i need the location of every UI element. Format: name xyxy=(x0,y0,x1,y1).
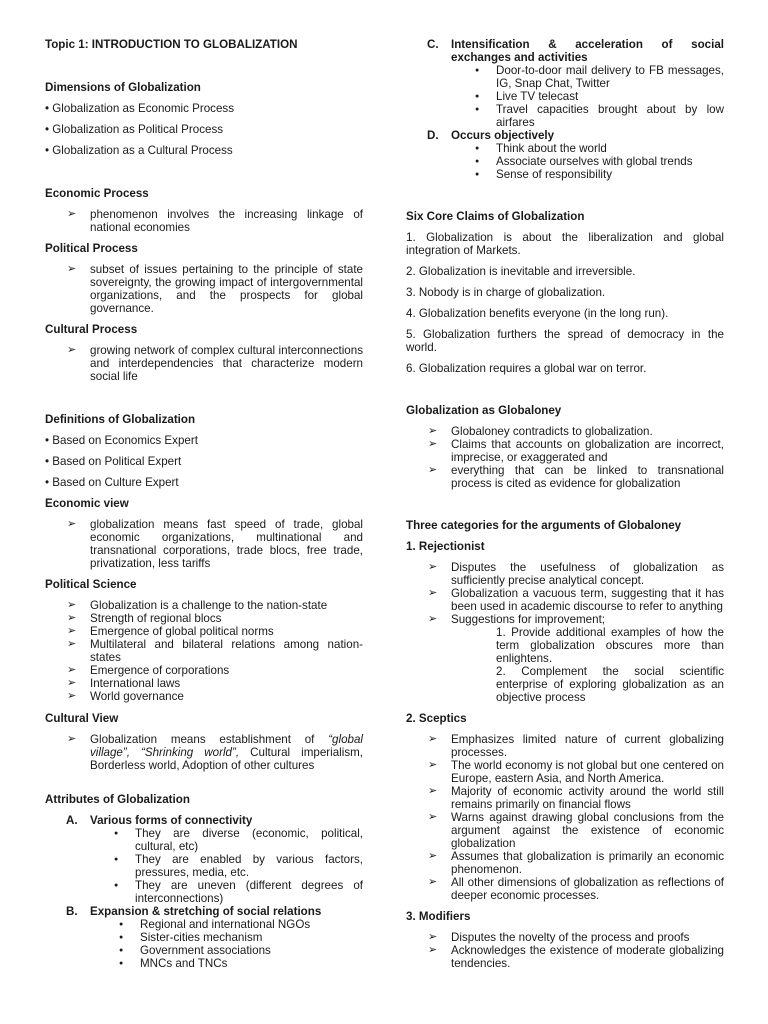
rejectionist-sub-item xyxy=(496,665,724,704)
attribute-a-label: A. xyxy=(66,814,78,827)
attribute-b-title: Expansion & stretching of social relations xyxy=(90,905,322,918)
political-process-heading: Political Process xyxy=(45,242,138,255)
attribute-b-list xyxy=(140,918,363,970)
core-claim-item: 6. Globalization requires a global war on terror. xyxy=(406,362,647,375)
cultural-view-text: Globalization means establishment of xyxy=(90,733,329,746)
list-item: ➢ Disputes the novelty of the process and proofs xyxy=(451,931,724,944)
list-item: ● Think about the world xyxy=(496,142,724,155)
attribute-d-list xyxy=(496,142,724,181)
list-item: ● Sister-cities mechanism xyxy=(140,931,363,944)
dimension-item: • Globalization as Political Process xyxy=(45,123,224,136)
attribute-b-label: B. xyxy=(66,905,78,918)
list-item: ➢ Acknowledges the existence of moderate globalizing tendencies. xyxy=(451,944,724,970)
attributes-heading: Attributes of Globalization xyxy=(45,793,190,806)
list-item: ➢ World governance xyxy=(90,690,363,703)
core-claims-heading: Six Core Claims of Globalization xyxy=(406,210,585,223)
list-item: ➢ Disputes the usefulness of globalization as sufficiently precise analytical concept. xyxy=(451,561,724,587)
list-item: ➢ subset of issues pertaining to the principle of state sovereignty, the growing impact of intergovernmental organizations, and the prospects for global governance. xyxy=(90,263,363,315)
list-item: ➢ globalization means fast speed of trade, global economic organizations, multinational and transnational corporations, trade blocs, free trade, privatization, less tariffs xyxy=(90,518,363,570)
sceptics-heading: 2. Sceptics xyxy=(406,712,467,725)
cultural-view-heading: Cultural View xyxy=(45,712,119,725)
list-item: ➢ International laws xyxy=(90,677,363,690)
attribute-c-title: Intensification & acceleration of social exchanges and activities xyxy=(451,38,724,64)
attribute-b xyxy=(45,905,363,918)
left-column xyxy=(45,0,363,970)
core-claim-item: 1. Globalization is about the liberalization and global integration of Markets. xyxy=(406,231,724,257)
list-item: ➢ Assumes that globalization is primarily an economic phenomenon. xyxy=(451,850,724,876)
list-item: ➢ Multilateral and bilateral relations among nation-states xyxy=(90,638,363,664)
list-item: ➢ The world economy is not global but one centered on Europe, eastern Asia, and North America. xyxy=(451,759,724,785)
cultural-process-list xyxy=(90,344,363,383)
dimension-item: • Globalization as Economic Process xyxy=(45,102,234,115)
list-item: ➢ everything that can be linked to transnational process is cited as evidence for globalization xyxy=(451,464,724,490)
list-item: ➢ Globaloney contradicts to globalization. xyxy=(451,425,724,438)
list-item: ➢ Claims that accounts on globalization are incorrect, imprecise, or exaggerated and xyxy=(451,438,724,464)
list-item xyxy=(90,733,363,772)
list-item: ● Door-to-door mail delivery to FB messages, IG, Snap Chat, Twitter xyxy=(496,64,724,90)
attribute-a-title: Various forms of connectivity xyxy=(90,814,253,827)
list-item: ● Live TV telecast xyxy=(496,90,724,103)
list-item: ➢ Emergence of global political norms xyxy=(90,625,363,638)
list-item: ● Government associations xyxy=(140,944,363,957)
rejectionist-heading: 1. Rejectionist xyxy=(406,540,485,553)
cultural-process-heading: Cultural Process xyxy=(45,323,138,336)
attribute-d-title: Occurs objectively xyxy=(451,129,555,142)
rejectionist-sub-1: 1. Provide additional examples of how the term globalization obscures more than enlightens. xyxy=(496,626,724,665)
globaloney-heading: Globalization as Globaloney xyxy=(406,404,562,417)
attribute-c-list xyxy=(496,64,724,129)
list-item: ➢ phenomenon involves the increasing linkage of national economies xyxy=(90,208,363,234)
three-categories-heading: Three categories for the arguments of Globaloney xyxy=(406,519,682,532)
rejectionist-sub-item xyxy=(496,626,724,665)
list-item: ➢ Strength of regional blocs xyxy=(90,612,363,625)
attribute-c-label: C. xyxy=(427,38,439,51)
political-science-list xyxy=(90,599,363,703)
core-claim-item: 4. Globalization benefits everyone (in the long run). xyxy=(406,307,669,320)
attribute-c xyxy=(406,38,724,64)
list-item: ● MNCs and TNCs xyxy=(140,957,363,970)
list-item: ● Associate ourselves with global trends xyxy=(496,155,724,168)
list-item: ➢ Majority of economic activity around the world still remains primarily on financial flows xyxy=(451,785,724,811)
list-item: ➢ Emphasizes limited nature of current globalizing processes. xyxy=(451,733,724,759)
list-item: ● They are diverse (economic, political, cultural, etc) xyxy=(135,827,363,853)
core-claim-item: 2. Globalization is inevitable and irreversible. xyxy=(406,265,636,278)
list-item: ➢ Emergence of corporations xyxy=(90,664,363,677)
rejectionist-list xyxy=(451,561,724,626)
list-item: ● They are enabled by various factors, pressures, media, etc. xyxy=(135,853,363,879)
list-item: ➢ Globalization is a challenge to the nation-state xyxy=(90,599,363,612)
economic-process-heading: Economic Process xyxy=(45,187,149,200)
list-item: ● Regional and international NGOs xyxy=(140,918,363,931)
list-item: ● Sense of responsibility xyxy=(496,168,724,181)
list-item: ➢ Warns against drawing global conclusions from the argument against the existence of economic globalization xyxy=(451,811,724,850)
definition-item: • Based on Culture Expert xyxy=(45,476,179,489)
definition-item: • Based on Political Expert xyxy=(45,455,182,468)
list-item: ● They are uneven (different degrees of interconnections) xyxy=(135,879,363,905)
definition-item: • Based on Economics Expert xyxy=(45,434,198,447)
core-claim-item: 5. Globalization furthers the spread of democracy in the world. xyxy=(406,328,724,354)
attribute-d xyxy=(406,129,724,142)
political-science-heading: Political Science xyxy=(45,578,137,591)
topic-title: Topic 1: INTRODUCTION TO GLOBALIZATION xyxy=(45,38,298,51)
economic-view-heading: Economic view xyxy=(45,497,129,510)
cultural-view-list xyxy=(90,733,363,772)
modifiers-list xyxy=(451,931,724,970)
attribute-a-list xyxy=(135,827,363,905)
sceptics-list xyxy=(451,733,724,902)
cultural-view-quote: “global village”, “Shrinking world”, xyxy=(90,733,363,759)
list-item: ➢ growing network of complex cultural interconnections and interdependencies that characterize modern social life xyxy=(90,344,363,383)
dimensions-heading: Dimensions of Globalization xyxy=(45,81,201,94)
list-item: ➢ Suggestions for improvement; xyxy=(451,613,724,626)
cultural-view-text: Cultural imperialism, Borderless world, Adoption of other cultures xyxy=(90,746,364,772)
definitions-heading: Definitions of Globalization xyxy=(45,413,196,426)
list-item: ➢ Globalization a vacuous term, suggesting that it has been used in academic discourse to refer to anything xyxy=(451,587,724,613)
economic-process-list xyxy=(90,208,363,234)
rejectionist-sub-2: 2. Complement the social scientific enterprise of exploring globalization as an objective process xyxy=(496,665,724,704)
political-process-list xyxy=(90,263,363,315)
dimension-item: • Globalization as a Cultural Process xyxy=(45,144,233,157)
attribute-d-label: D. xyxy=(427,129,439,142)
core-claim-item: 3. Nobody is in charge of globalization. xyxy=(406,286,606,299)
globaloney-list xyxy=(451,425,724,490)
economic-view-list xyxy=(90,518,363,570)
list-item: ➢ All other dimensions of globalization as reflections of deeper economic processes. xyxy=(451,876,724,902)
modifiers-heading: 3. Modifiers xyxy=(406,910,471,923)
attribute-a xyxy=(45,814,363,827)
right-column xyxy=(406,0,724,970)
list-item: ● Travel capacities brought about by low airfares xyxy=(496,103,724,129)
